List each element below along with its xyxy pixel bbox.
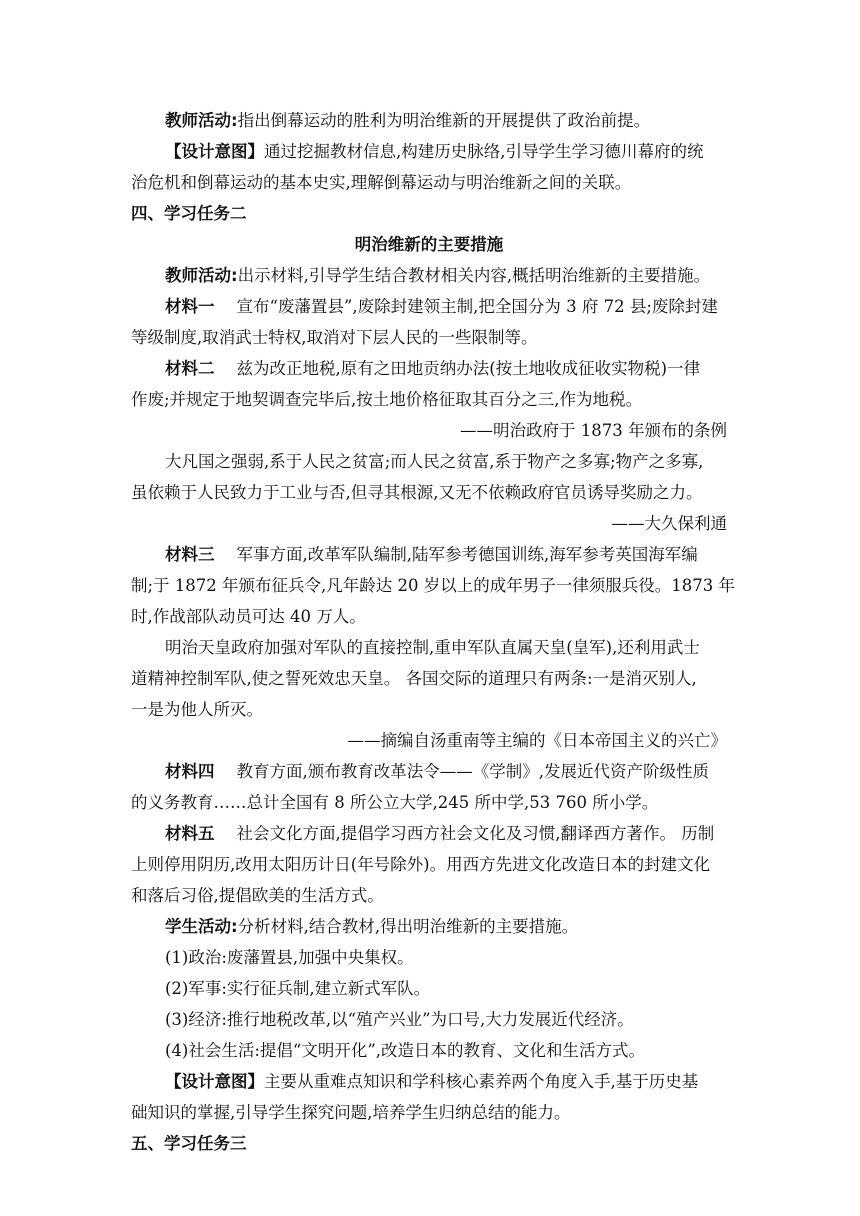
paragraph-line: 道精神控制军队,使之誓死效忠天皇。 各国交际的道理只有两条:一是消灭别人,	[131, 669, 697, 688]
paragraph-line: 时,作战部队动员可达 40 万人。	[131, 607, 366, 626]
material-5	[165, 823, 714, 845]
paragraph-line: 等级制度,取消武士特权,取消对下层人民的一些限制等。	[131, 328, 538, 347]
paragraph-design-intent-1	[165, 141, 704, 163]
paragraph-line: 上则停用阴历,改用太阳历计日(年号除外)。用西方先进文化改造日本的封建文化	[131, 855, 711, 874]
citation: ——明治政府于 1873 年颁布的条例	[460, 421, 727, 440]
paragraph-text: 宣布“废藩置县”,废除封建领主制,把全国分为 3 府 72 县;废除封建	[236, 297, 718, 316]
paragraph-text: 分析材料,结合教材,得出明治维新的主要措施。	[237, 917, 579, 936]
material-1	[165, 296, 718, 318]
quote-line: 虽依赖于人民致力于工业与否,但寻其根源,又无不依赖政府官员诱导奖励之力。	[131, 483, 703, 502]
material-4	[165, 761, 709, 783]
paragraph-line: 一是为他人所灭。	[131, 700, 263, 719]
paragraph-text: 出示材料,引导学生结合教材相关内容,概括明治维新的主要措施。	[237, 266, 711, 285]
paragraph-text: 主要从重难点知识和学科核心素养两个角度入手,基于历史基	[264, 1072, 699, 1091]
paragraph-line: 治危机和倒幕运动的基本史实,理解倒幕运动与明治维新之间的关联。	[131, 173, 632, 192]
label-material-1: 材料一	[165, 297, 215, 316]
list-item: (2)军事:实行征兵制,建立新式军队。	[165, 979, 431, 998]
paragraph-text: 军事方面,改革军队编制,陆军参考德国训练,海军参考英国海军编	[236, 545, 698, 564]
subsection-title: 明治维新的主要措施	[354, 235, 504, 254]
section-heading-task-3: 五、学习任务三	[131, 1134, 247, 1153]
label-design-intent: 【设计意图】	[165, 1072, 264, 1091]
paragraph-text: 教育方面,颁布教育改革法令——《学制》,发展近代资产阶级性质	[236, 762, 709, 781]
paragraph-line: 制;于 1872 年颁布征兵令,凡年龄达 20 岁以上的成年男子一律须服兵役。1873 年	[131, 576, 736, 595]
label-student-activity: 学生活动:	[165, 917, 238, 936]
material-2	[165, 358, 700, 380]
label-material-2: 材料二	[165, 359, 215, 378]
list-item: (3)经济:推行地税改革,以“殖产兴业”为口号,大力发展近代经济。	[165, 1010, 634, 1029]
paragraph-text: 通过挖掘教材信息,构建历史脉络,引导学生学习德川幕府的统	[264, 142, 704, 161]
label-teacher-activity: 教师活动:	[165, 266, 238, 285]
paragraph-text: 兹为改正地税,原有之田地贡纳办法(按土地收成征收实物税)一律	[236, 359, 701, 378]
label-material-4: 材料四	[165, 762, 215, 781]
label-material-5: 材料五	[165, 824, 215, 843]
list-item: (1)政治:废藩置县,加强中央集权。	[165, 948, 414, 967]
quote-line: 大凡国之强弱,系于人民之贫富;而人民之贫富,系于物产之多寡;物产之多寡,	[165, 452, 704, 471]
material-3	[165, 544, 698, 566]
paragraph-line: 明治天皇政府加强对军队的直接控制,重申军队直属天皇(皇军),还利用武士	[165, 638, 700, 657]
label-design-intent: 【设计意图】	[165, 142, 264, 161]
section-heading-task-2: 四、学习任务二	[131, 204, 247, 223]
paragraph-teacher-activity-2	[165, 265, 710, 287]
citation: ——大久保利通	[611, 514, 727, 533]
paragraph-student-activity	[165, 916, 578, 938]
paragraph-line: 作废;并规定于地契调查完毕后,按土地价格征取其百分之三,作为地税。	[131, 390, 643, 409]
paragraph-line: 和落后习俗,提倡欧美的生活方式。	[131, 886, 384, 905]
citation: ——摘编自汤重南等主编的《日本帝国主义的兴亡》	[347, 731, 727, 750]
paragraph-design-intent-2	[165, 1071, 698, 1093]
paragraph-teacher-activity-1	[165, 110, 650, 132]
paragraph-line: 础知识的掌握,引导学生探究问题,培养学生归纳总结的能力。	[131, 1103, 571, 1122]
label-teacher-activity: 教师活动:	[165, 111, 238, 130]
paragraph-text: 社会文化方面,提倡学习西方社会文化及习惯,翻译西方著作。 历制	[236, 824, 715, 843]
list-item: (4)社会生活:提倡“文明开化”,改造日本的教育、文化和生活方式。	[165, 1041, 646, 1060]
paragraph-line: 的义务教育……总计全国有 8 所公立大学,245 所中学,53 760 所小学。	[131, 793, 659, 812]
paragraph-text: 指出倒幕运动的胜利为明治维新的开展提供了政治前提。	[237, 111, 651, 130]
label-material-3: 材料三	[165, 545, 215, 564]
